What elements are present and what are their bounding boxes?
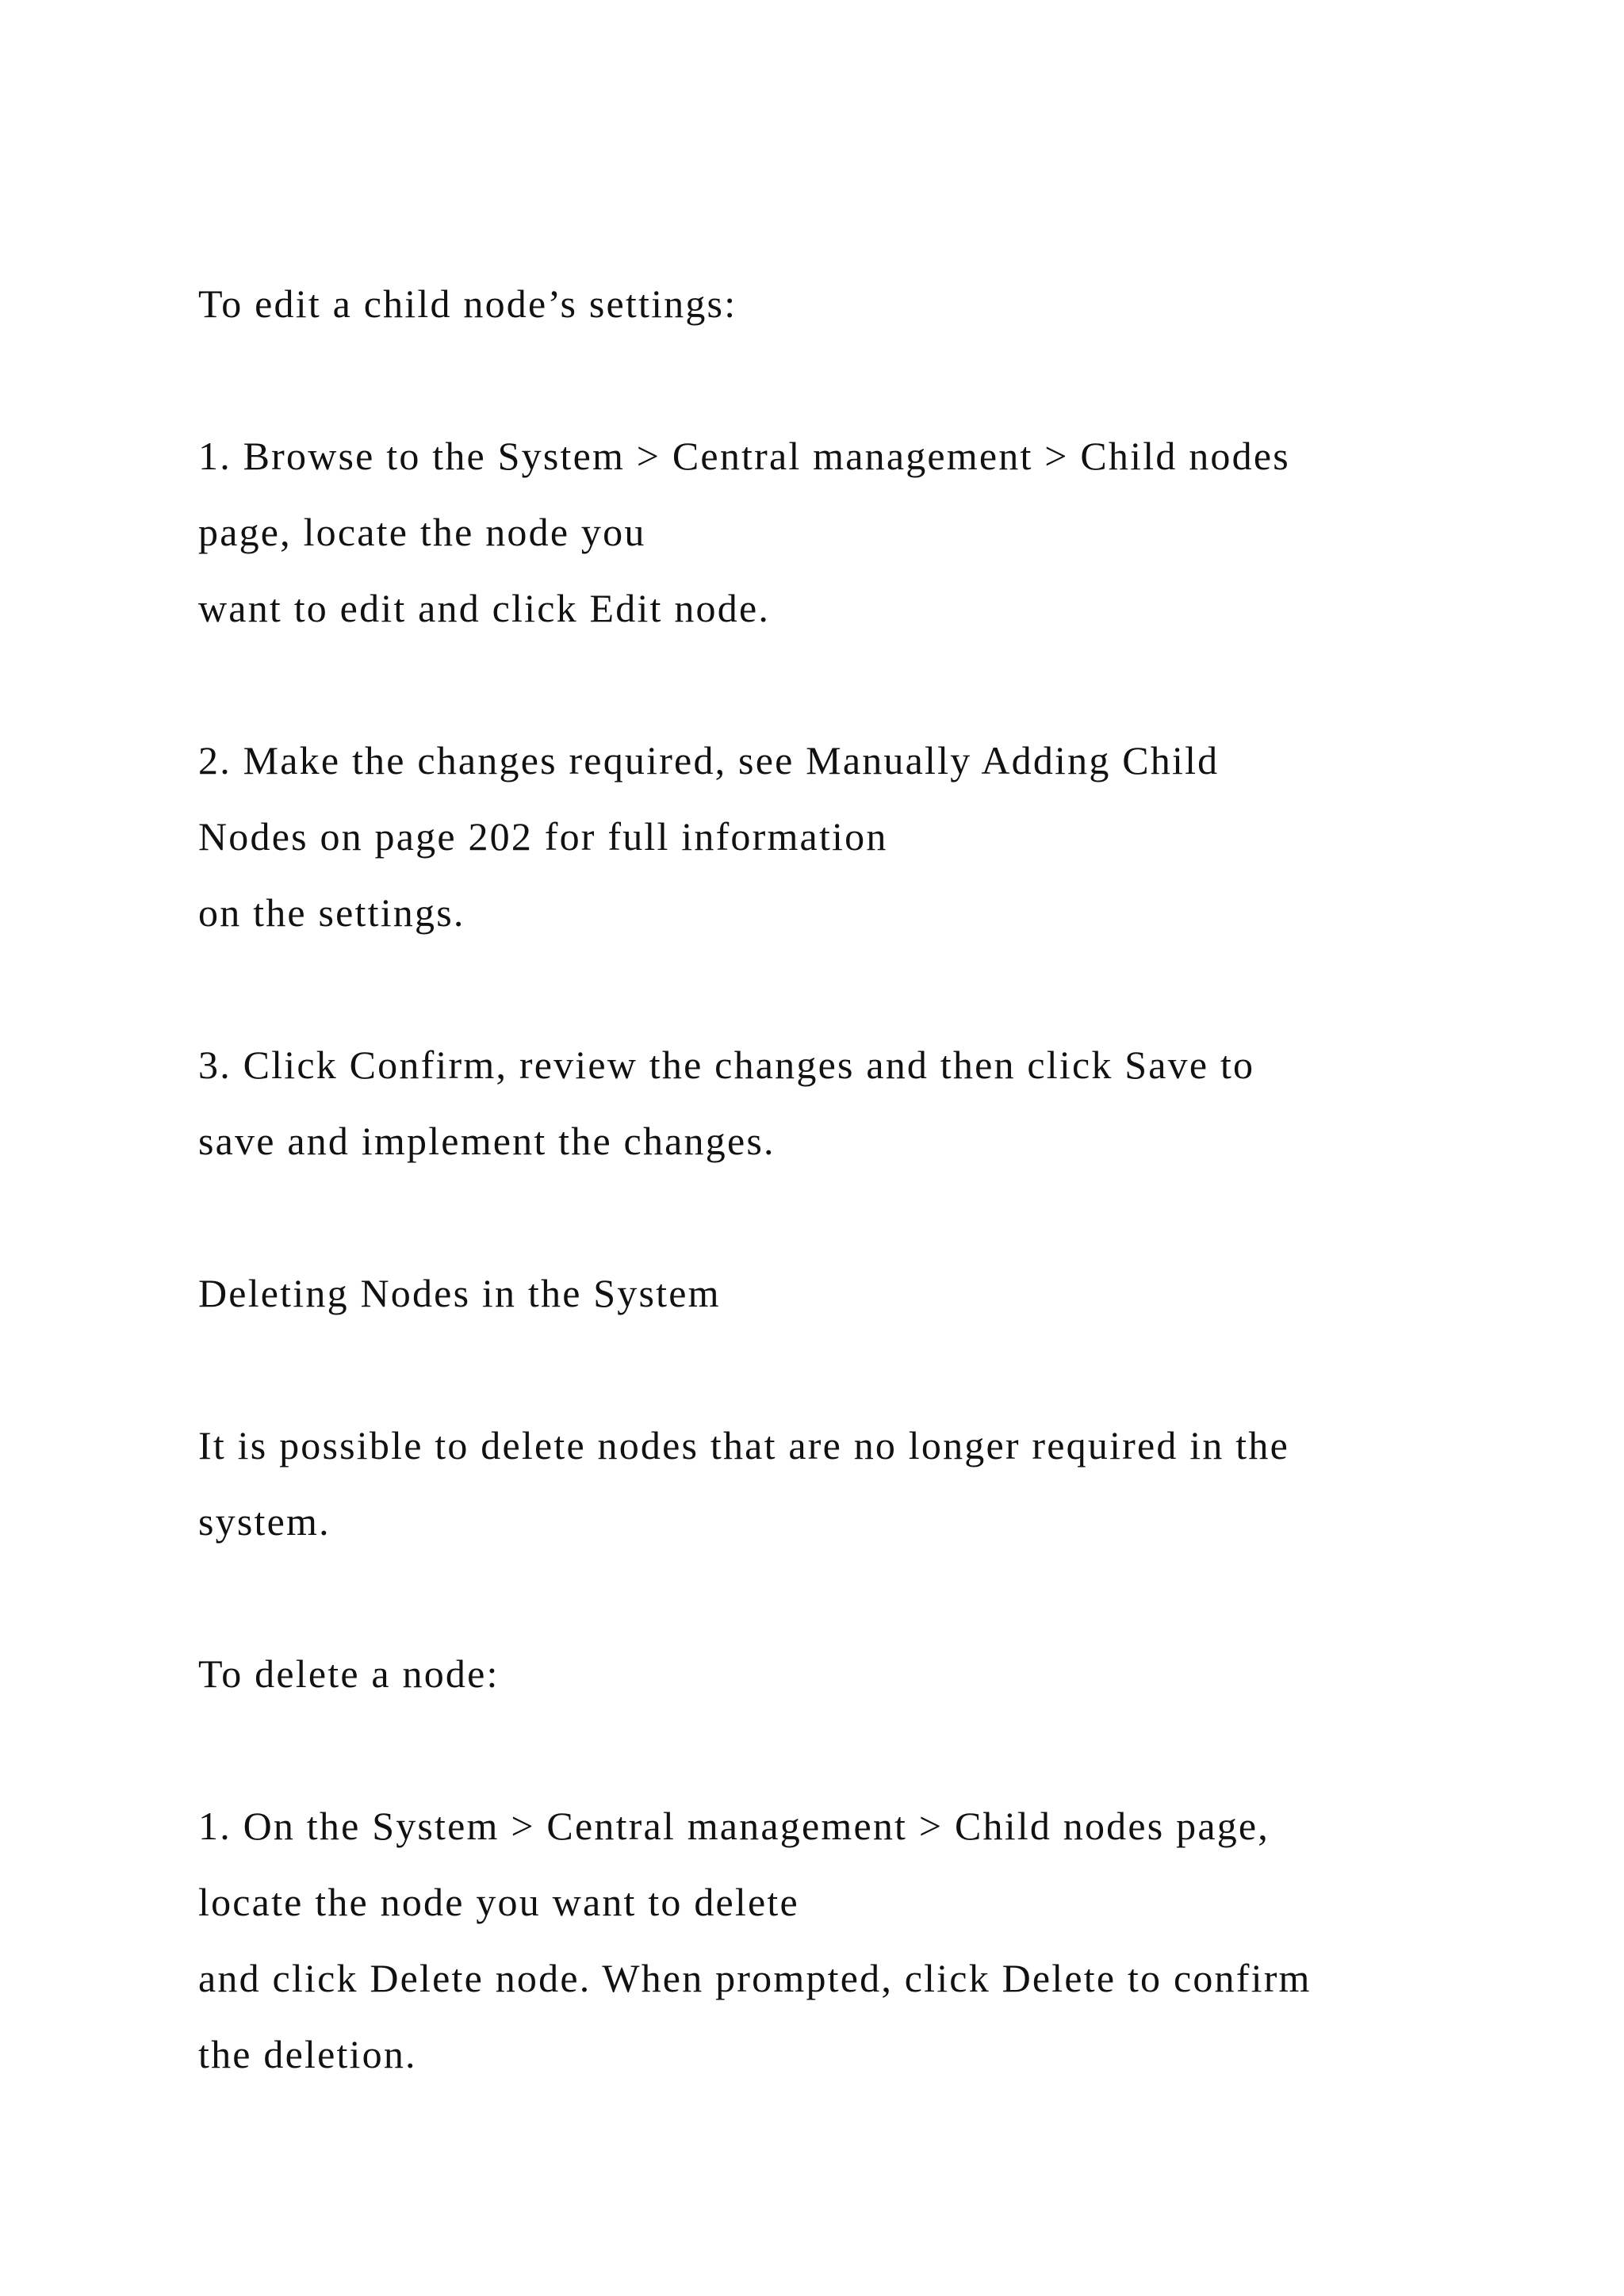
delete-paragraph-line-2: system. bbox=[198, 1499, 331, 1544]
delete-step-1 bbox=[198, 1788, 1594, 2092]
delete-step-1-line-2: locate the node you want to delete bbox=[198, 1880, 799, 1924]
edit-step-1-line-2: page, locate the node you bbox=[198, 510, 646, 554]
edit-step-2 bbox=[198, 722, 1594, 951]
edit-step-1 bbox=[198, 418, 1594, 646]
delete-step-1-line-3: and click Delete node. When prompted, click Delete to confirm bbox=[198, 1956, 1312, 2000]
edit-step-2-line-3: on the settings. bbox=[198, 890, 465, 935]
delete-paragraph-line-1: It is possible to delete nodes that are no longer required in the bbox=[198, 1423, 1289, 1468]
spacer bbox=[198, 951, 1594, 1027]
spacer bbox=[198, 1331, 1594, 1407]
spacer bbox=[198, 342, 1594, 418]
edit-intro: To edit a child node’s settings: bbox=[198, 281, 737, 326]
section-heading: Deleting Nodes in the System bbox=[198, 1271, 721, 1315]
spacer bbox=[198, 1712, 1594, 1788]
edit-step-2-line-2: Nodes on page 202 for full information bbox=[198, 814, 888, 859]
edit-step-1-line-1: 1. Browse to the System > Central management > Child nodes bbox=[198, 434, 1290, 478]
edit-step-2-line-1: 2. Make the changes required, see Manually Adding Child bbox=[198, 738, 1220, 783]
edit-step-3 bbox=[198, 1027, 1594, 1179]
document-page bbox=[198, 266, 1594, 2092]
spacer bbox=[198, 1179, 1594, 1255]
delete-step-1-line-1: 1. On the System > Central management > Child nodes page, bbox=[198, 1804, 1270, 1848]
spacer bbox=[198, 646, 1594, 722]
delete-paragraph bbox=[198, 1407, 1594, 1559]
spacer bbox=[198, 1559, 1594, 1636]
edit-step-1-line-3: want to edit and click Edit node. bbox=[198, 586, 771, 630]
edit-step-3-line-2: save and implement the changes. bbox=[198, 1119, 776, 1163]
edit-step-3-line-1: 3. Click Confirm, review the changes and then click Save to bbox=[198, 1043, 1255, 1087]
delete-step-1-line-4: the deletion. bbox=[198, 2032, 417, 2076]
delete-intro: To delete a node: bbox=[198, 1651, 500, 1696]
